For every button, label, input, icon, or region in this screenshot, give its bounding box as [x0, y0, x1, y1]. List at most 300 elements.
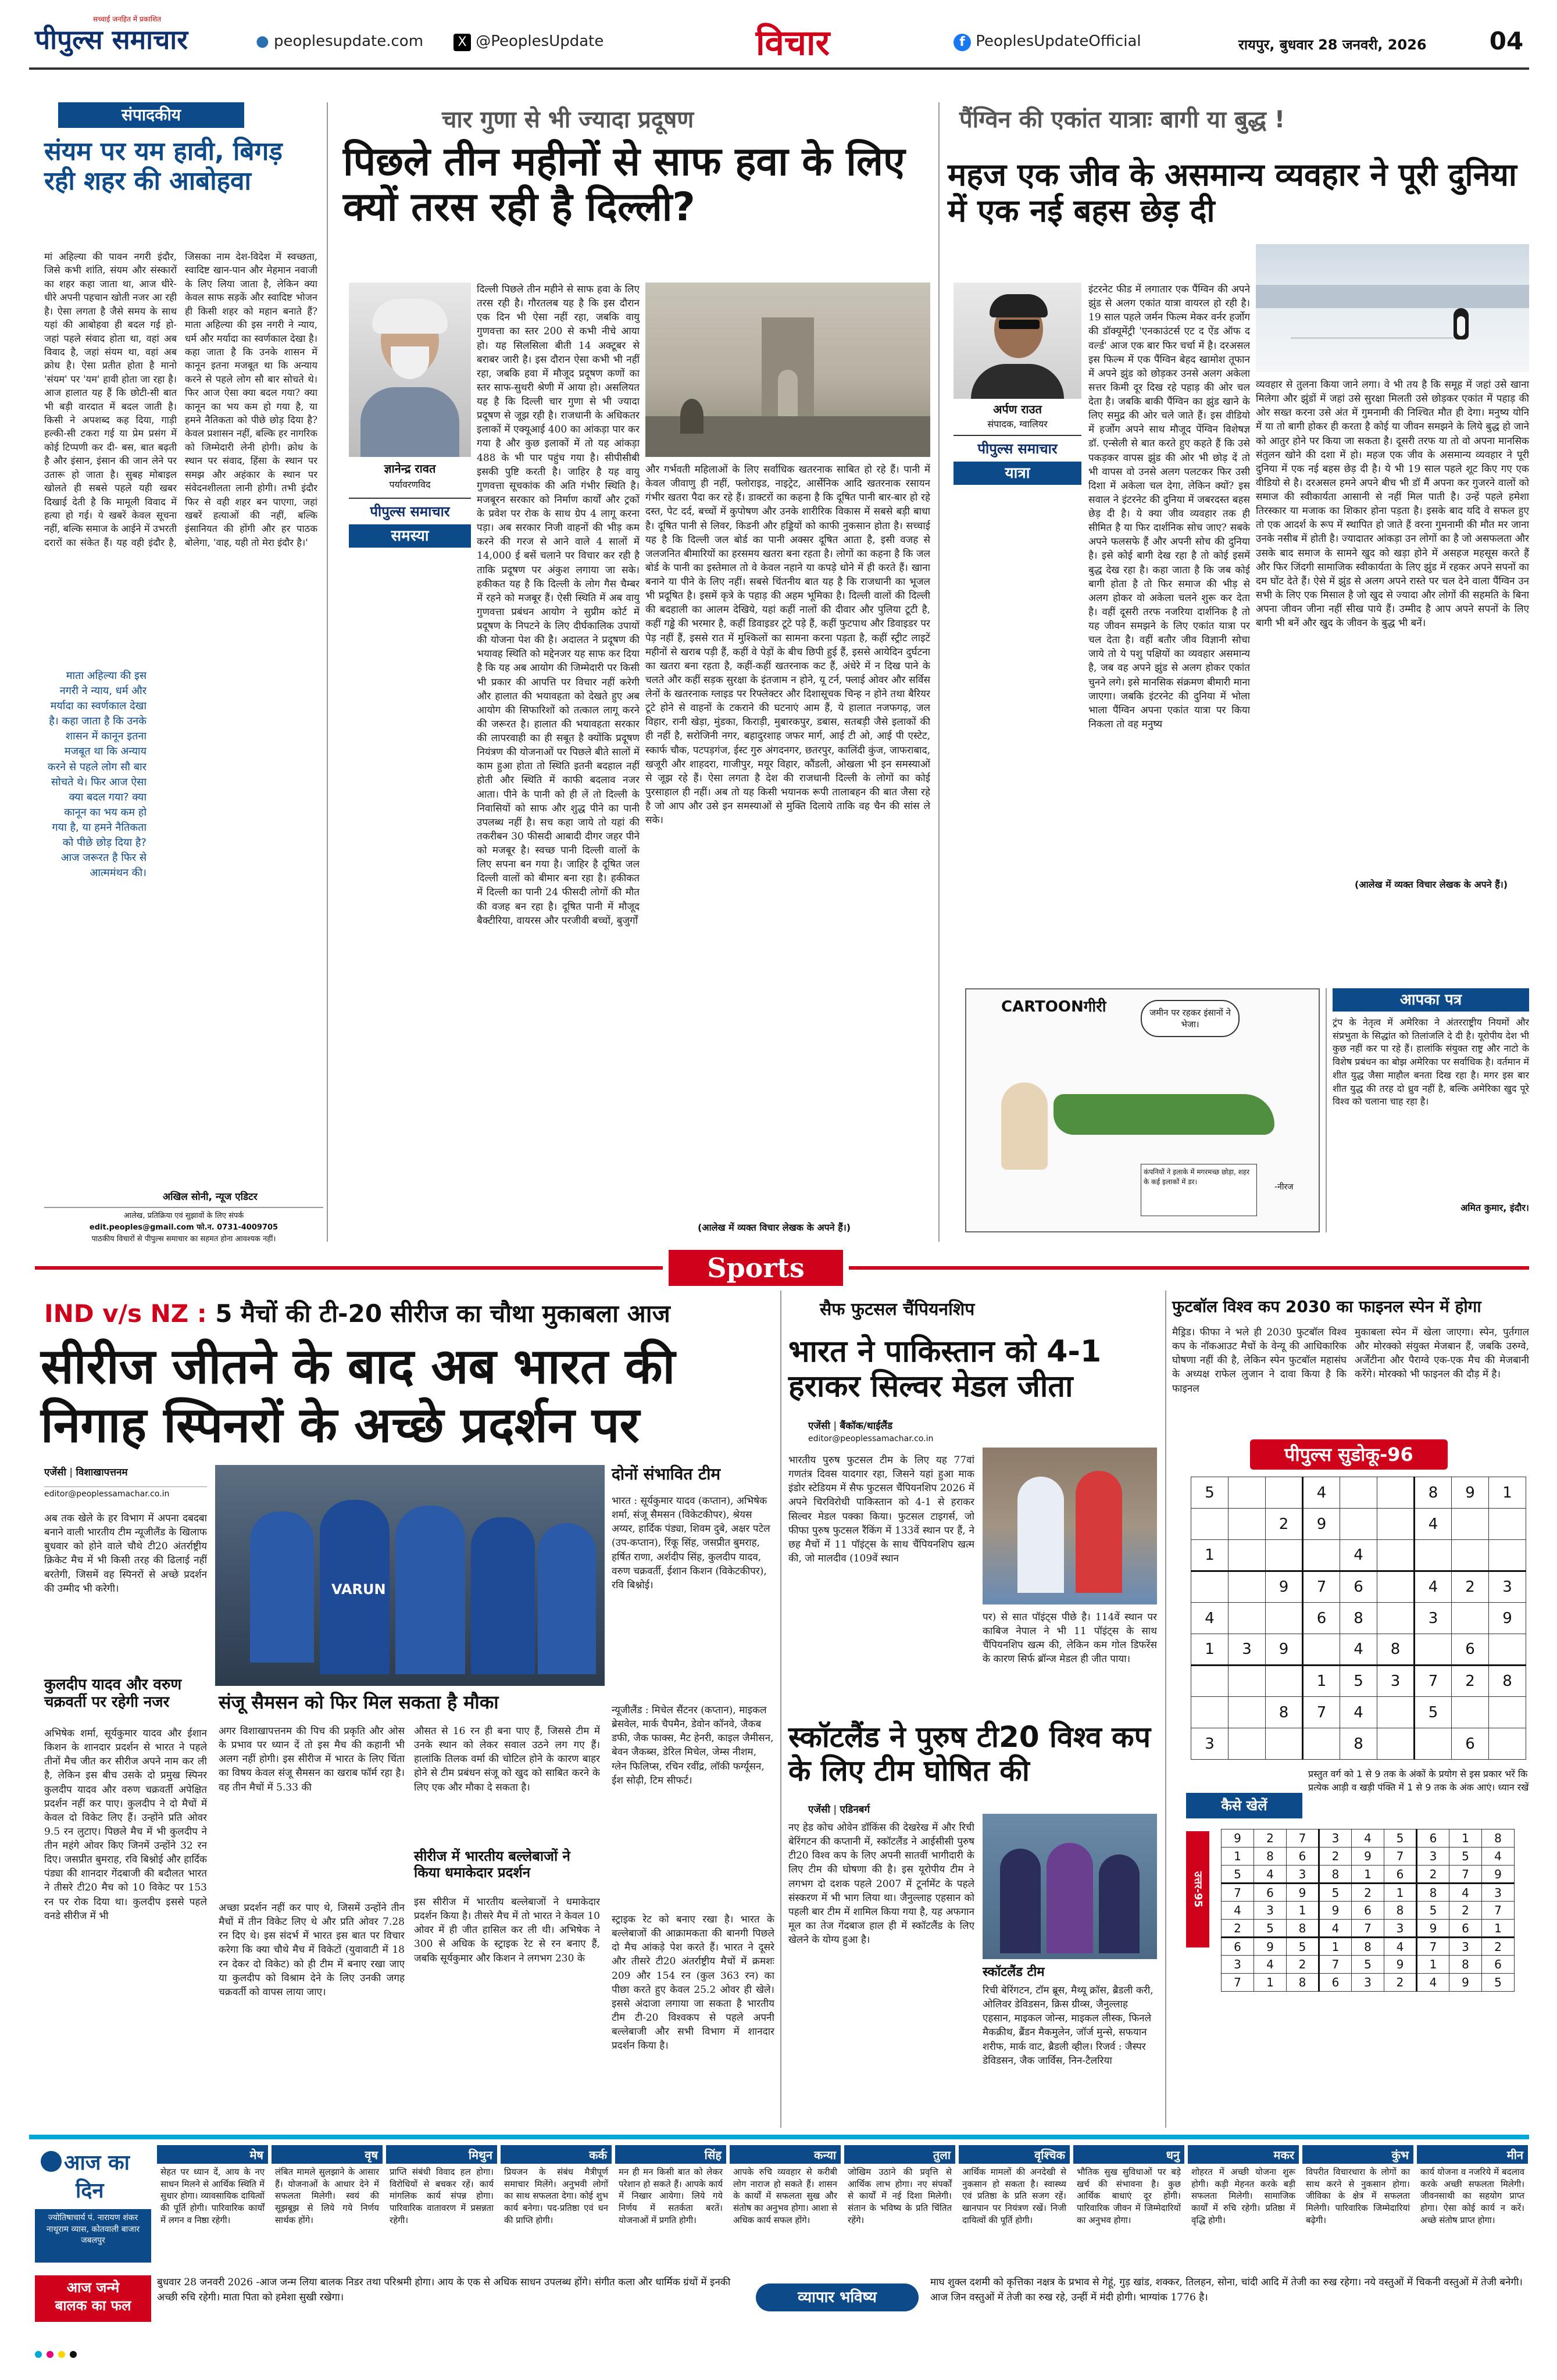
- answer-cell: 9: [1254, 1938, 1287, 1956]
- answer-cell: 6: [1222, 1938, 1254, 1956]
- scotland-team-list: रिची बेरिंगटन, टॉम ब्रूस, मैथ्यू क्रॉस, ब्रैडली करी, ओलिवर डेविडसन, क्रिस ग्रीव्स, जैनुल्लाह एहसान, माइकल जोन्स, माइकल लीस्क, फिनले मैकक्रीथ, ब्रैंडन मैकमुलेन, जॉर्ज मुन्से, सफयान शरीफ, मार्क वाट, ब्रैडली व्हील। रिजर्व : जैस्पर डेविडसन, जैक जार्विस, निन-टैलरिया: [983, 1985, 1154, 2067]
- sudoku-cell[interactable]: 9: [1303, 1509, 1340, 1540]
- answer-cell: 4: [1319, 1920, 1352, 1938]
- horoscope-sign-text: लंबित मामले सुलझाने के आसार हैं। योजनाओं के आधार देने में सफलता मिलेगी। स्वयं की सूझबूझ से लिये गये निर्णय सार्थक होंगे।: [275, 2167, 379, 2225]
- answer-cell: 8: [1449, 1956, 1482, 1974]
- sudoku-cell[interactable]: [1415, 1540, 1452, 1571]
- horoscope-sign: [1417, 2145, 1528, 2267]
- teams-head: दोनों संभावित टीम: [612, 1464, 721, 1484]
- sudoku-cell[interactable]: [1191, 1666, 1229, 1697]
- answer-cell: 5: [1254, 1920, 1287, 1938]
- editorial-pullquote: माता अहिल्या की इस नगरी ने न्याय, धर्म और मर्यादा का स्वर्णकाल देखा है। कहा जाता है कि उनके शासन में कानून इतना मजबूत था कि अन्याय करने से पहले लोग सौ बार सोचते थे। फिर आज ऐसा क्या बदल गया? क्या कानून का भय कम हो गया है, या हमने नैतिकता को पीछे छोड़ दिया है? आज जरूरत है फिर से आत्ममंथन की।: [47, 670, 147, 880]
- logo-text: पीपुल्स समाचार: [35, 24, 188, 55]
- penguin-headline: महज एक जीव के असमान्य व्यवहार ने पूरी दुनिया में एक नई बहस छेड़ दी: [948, 156, 1517, 230]
- sudoku-grid[interactable]: [1191, 1477, 1526, 1760]
- horoscope-sign-name: सिंह: [615, 2145, 726, 2164]
- sudoku-cell[interactable]: [1266, 1603, 1303, 1634]
- masthead: [0, 0, 1557, 69]
- horoscope-sign: [959, 2145, 1070, 2267]
- answer-cell: 2: [1319, 1847, 1352, 1866]
- cartoon-signature: -नीरज: [1274, 1182, 1294, 1192]
- answer-cell: 4: [1384, 1938, 1417, 1956]
- letters-box: [1326, 988, 1529, 1232]
- x-icon: X: [453, 34, 471, 51]
- cartoon-bubble: जमीन पर रहकर इंसानों ने भेजा।: [1141, 1000, 1240, 1037]
- business-text: माघ शुक्ल दशमी को कृत्तिका नक्षत्र के प्रभाव से गेहूं, गुड़ खांड, शक्कर, तिलहन, सोना, चांदी आदि में तेजी का रुख रहेगा। नये वस्तुओं में चिकनी वस्तुओं में तेजी बनेगी। आज जिन वस्तुओं में तेजी का रुख रहे, उन्हीं में मंदी होगी। भाग्यांक 1776 है।: [930, 2277, 1523, 2303]
- sudoku-cell[interactable]: [1229, 1477, 1266, 1509]
- strike-rate-text: स्ट्राइक रेट को बनाए रखा है। भारत के बल्लेबाजों की आक्रामकता की बानगी पिछले दो मैच आंकड़े पेश करते हैं। भारत ने दूसरे और तीसरे टी20 अंतर्राष्ट्रीय मैचों में क्रमशः 209 और 154 रन (कुल 363 रन) का पीछा करते हुए केवल 25.2 ओवर ही खेले। इससे अंदाजा लगाया जा सकता है भारतीय टीम टी-20 विश्वकप से पहले अपनी बल्लेबाजी और सभी विभाग में शानदार प्रदर्शन किया है।: [612, 1914, 774, 2052]
- twitter-link[interactable]: X @PeoplesUpdate: [453, 33, 603, 51]
- sudoku-row: [1191, 1697, 1526, 1728]
- horoscope-sign: [501, 2145, 612, 2267]
- horoscope-sign-name: कुंभ: [1302, 2145, 1413, 2164]
- india-gate-smog-photo: [645, 283, 930, 457]
- penguin-photo: [1256, 244, 1529, 372]
- futsal-body2: पर) से सात पॉइंट्स पीछे है। 114वें स्थान पर काबिज नेपाल ने भी 11 पॉइंट्स के साथ चैंपियनशिप खत्म की, लेकिन कम गोल डिफरेंस के कारण सिर्फ ब्रॉन्ज मेडल ही जीत पाया।: [983, 1611, 1157, 1666]
- answer-cell: 2: [1482, 1938, 1515, 1956]
- horoscope-sign: [844, 2145, 955, 2267]
- answer-cell: 7: [1287, 1829, 1319, 1847]
- team-india-huddle-photo: VARUN: [215, 1465, 605, 1686]
- sports-column-rule-2: [1165, 1291, 1166, 2128]
- answer-cell: 9: [1287, 1884, 1319, 1902]
- editorial-footnote: आलेख, प्रतिक्रिया एवं सुझावों के लिए संपर्क edit.peoples@gmail.com फो.न. 0731-4009705 पाठकीय विचारों से पीपुल्स समाचार का सहमत होना आवश्यक नहीं।: [44, 1207, 323, 1245]
- horoscope-sign-text: शोहरत में अच्छी योजना शुरू होगी। कड़ी मेहनत करके बड़ी सफलता मिलेगी। सामाजिक कार्यों में रुचि रहेगी। प्रतिष्ठा में वृद्धि होगी।: [1191, 2167, 1295, 2225]
- answer-cell: 4: [1482, 1847, 1515, 1866]
- website-link[interactable]: ● peoplesupdate.com: [256, 33, 424, 50]
- answer-cell: 3: [1384, 1920, 1417, 1938]
- horoscope-sign-name: मकर: [1188, 2145, 1299, 2164]
- sudoku-cell[interactable]: 6: [1452, 1634, 1489, 1666]
- sudoku-cell[interactable]: [1452, 1603, 1489, 1634]
- letters-title: आपका पत्र: [1333, 988, 1529, 1012]
- batting-head: सीरीज में भारतीय बल्लेबाजों ने किया धमाकेदार प्रदर्शन: [414, 1848, 570, 1881]
- answer-cell: 8: [1417, 1884, 1449, 1902]
- delhi-kicker: चार गुणा से भी ज्यादा प्रदूषण: [442, 106, 694, 133]
- sudoku-cell[interactable]: [1452, 1509, 1489, 1540]
- answer-cell: 8: [1287, 1920, 1319, 1938]
- answer-cell: 7: [1222, 1884, 1254, 1902]
- futsal-dateline: एजेंसी | बैंकॉक/थाईलैंड editor@peoplessamachar.co.in: [808, 1420, 934, 1443]
- answer-cell: 3: [1222, 1956, 1254, 1974]
- answer-cell: 8: [1319, 1866, 1352, 1884]
- cartoon-title: CARTOONगीरी: [1001, 998, 1106, 1016]
- sudoku-row: [1191, 1571, 1526, 1603]
- answer-cell: 6: [1384, 1866, 1417, 1884]
- answer-cell: 1: [1384, 1884, 1417, 1902]
- sudoku-cell[interactable]: [1489, 1540, 1526, 1571]
- answer-cell: 7: [1417, 1938, 1449, 1956]
- sudoku-cell[interactable]: 5: [1191, 1477, 1229, 1509]
- sudoku-cell[interactable]: [1377, 1603, 1415, 1634]
- futsal-headline: भारत ने पाकिस्तान को 4-1 हराकर सिल्वर मेडल जीता: [788, 1334, 1102, 1404]
- cricket-kicker: IND v/s NZ : 5 मैचों की टी-20 सीरीज का चौथा मुकाबला आज: [44, 1299, 670, 1328]
- answer-cell: 6: [1482, 1956, 1515, 1974]
- cricket-sub1-body: अभिषेक शर्मा, सूर्यकुमार यादव और ईशान किशन के शानदार प्रदर्शन से भारत ने पहले तीनों मैच जीत कर सीरीज अपने नाम कर ली है, लेकिन इस बीच उसके दो प्रमुख स्पिनर कुलदीप यादव और वरुण चक्रवर्ती अपेक्षित प्रदर्शन नहीं कर पाए। कुलदीप ने दो मैचों में केवल दो विकेट लिए हैं। उन्होंने प्रति ओवर 9.5 रन लुटाए। पिछले मैच में भी कुलदीप ने तीन महंगे ओवर किए जिनमें उन्होंने 32 रन दिए। जसप्रीत बुमराह, रवि बिश्नोई और हार्दिक पंड्या की शानदार गेंदबाजी की बदौलत भारत ने तीसरे टी20 मैच को 10 विकेट पर 153 रन पर रोक दिया था। कुलदीप इससे पहले वनडे सीरीज में भी: [44, 1728, 207, 1922]
- sudoku-cell[interactable]: [1191, 1697, 1229, 1728]
- sudoku-row: [1191, 1477, 1526, 1509]
- scotland-team-head: स्कॉटलैंड टीम: [983, 1965, 1045, 1979]
- sudoku-cell[interactable]: 2: [1452, 1666, 1489, 1697]
- penguin-note: (आलेख में व्यक्त विचार लेखक के अपने हैं।): [1355, 879, 1508, 890]
- horoscope-sign-name: तुला: [844, 2145, 955, 2164]
- horoscope-sign: [157, 2145, 268, 2267]
- sudoku-cell[interactable]: 9: [1266, 1634, 1303, 1666]
- sudoku-cell[interactable]: [1229, 1697, 1266, 1728]
- cricket-sub1-col2: अच्छा प्रदर्शन नहीं कर पाए थे, जिसमें उन्होंने तीन मैचों में तीन विकेट लिए थे और प्रति ओवर 7.28 रन दिए थे। इस संदर्भ में भारत इस बात पर विचार करेगा कि क्या चौथे मैच में विकेटों (युवावाटी में 18 रन देकर दो विकेट) को ही टीम में बनाए रखा जाए या कुलदीप को विश्राम देने के लिए उनकी जगह चक्रवर्ती को वापस लाया जाए।: [219, 1902, 405, 1998]
- sudoku-row: [1191, 1666, 1526, 1697]
- sudoku-cell[interactable]: 8: [1489, 1666, 1526, 1697]
- horoscope-sign: [386, 2145, 497, 2267]
- sudoku-cell[interactable]: 1: [1191, 1634, 1229, 1666]
- sudoku-row: [1191, 1634, 1526, 1666]
- horoscope-sign-text: जोखिम उठाने की प्रवृत्ति से आर्थिक लाभ होगा। नए संपर्कों से कार्यों में नई दिशा मिलेगी। संतान के भविष्य के प्रति चिंतित रहेंगे।: [848, 2167, 952, 2225]
- sudoku-cell[interactable]: 8: [1415, 1477, 1452, 1509]
- sudoku-cell[interactable]: 4: [1415, 1509, 1452, 1540]
- scotland-headline: स्कॉटलैंड ने पुरुष टी20 विश्व कप के लिए टीम घोषित की: [788, 1720, 1151, 1788]
- horoscope-sign-text: मन ही मन किसी बात को लेकर परेशान हो सकते हैं। आपके कार्य में निखार आयेगा। लिये गये निर्णय में सतर्कता बरतें। योजनाओं में प्रगति होगी।: [619, 2167, 723, 2225]
- sudoku-cell[interactable]: 3: [1191, 1728, 1229, 1760]
- answer-cell: 9: [1222, 1829, 1254, 1847]
- delhi-brand-logo: पीपुल्स समाचार: [349, 498, 471, 523]
- letters-body: ट्रंप के नेतृत्व में अमेरिका ने अंतरराष्ट्रीय नियमों और संप्रभुता के सिद्धांत को तिलांजलि दे दी है। यूरोपीय देश भी कुछ नहीं कर पा रहे हैं। हालांकि संयुक्त राष्ट्र और नाटो के विशेष प्रबंधन का बोझ अमेरिका पर सर्वाधिक है। वर्तमान में शीत युद्ध जैसा माहौल बनता दिख रहा है। मगर इस बार शीत युद्ध की तरह दो ध्रुव नहीं है, बल्कि अमेरिका खुद पूरे विश्व को चलाना चाह रहा है।: [1333, 1017, 1529, 1107]
- page-number: 04: [1489, 27, 1524, 55]
- answer-row: [1222, 1847, 1515, 1866]
- cartoon-panel: [965, 988, 1320, 1232]
- sudoku-cell[interactable]: 3: [1415, 1603, 1452, 1634]
- sudoku-cell[interactable]: 7: [1303, 1571, 1340, 1603]
- answer-cell: 9: [1417, 1920, 1449, 1938]
- delhi-tag: समस्या: [349, 524, 471, 548]
- answer-row: [1222, 1956, 1515, 1974]
- sudoku-cell[interactable]: [1266, 1477, 1303, 1509]
- futsal-body: भारतीय पुरुष फुटसल टीम के लिए यह 77वां गणतंत्र दिवस यादगार रहा, जिसने यहां हुआ माक इंडोर स्टेडियम में सैफ फुटसल चैंपियनशिप 2026 में अपने चिरविरोधी पाकिस्तान को 4-1 से हराकर सिल्वर मेडल पक्का किया। फुटसल टाइगर्स, जो फीफा पुरुष फुटसल रैंकिंग में 133वें स्थान पर हैं, ने छह मैचों में 11 पॉइंट्स के साथ चैंपियनशिप खत्म की, जो मालदीव (109वें स्थान: [788, 1455, 974, 1564]
- sudoku-instructions: प्रस्तुत वर्ग को 1 से 9 तक के अंकों के प्रयोग से इस प्रकार भरें कि प्रत्येक आड़ी व खड़ी पंक्ति में 1 से 9 तक के अंक आएं। ध्यान रखें: [1308, 1768, 1529, 1793]
- delhi-author-role: पर्यावरणविद: [389, 479, 431, 490]
- scotland-body: नए हेड कोच ओवेन डॉकिंस की देखरेख में और रिची बेरिंगटन की कप्तानी में, स्कॉटलैंड ने आईसीसी पुरुष टी20 विश्व कप के लिए अपनी सातवीं भागीदारी के लिए टीम की घोषणा की है। इस यूरोपीय टीम ने लगभग दो दशक पहले 2007 में टूर्नामेंट के पहले संस्करण में भी भाग लिया था। जैनुल्लाह एहसान को पहली बार टीम में शामिल किया गया है, यह अफगान मूल का तेज गेंदबाज हाल ही में स्कॉटलैंड के लिए खेलने के योग्य हुआ है।: [788, 1822, 974, 1946]
- sudoku-cell[interactable]: [1377, 1697, 1415, 1728]
- horoscope-sign-text: विपरीत विचारधारा के लोगों का साथ करने से नुकसान होगा। जीविका के क्षेत्र में सफलता मिलेगी। पारिवारिक जिम्मेदारियां बढ़ेगी।: [1306, 2167, 1410, 2225]
- answer-cell: 5: [1384, 1829, 1417, 1847]
- editorial-body: मां अहिल्या की पावन नगरी इंदौर, जिसे कभी शांति, संयम और संस्कारों का शहर कहा जाता था, आज धीरे-धीरे अपनी पहचान खोती नजर आ रही है। ऐसा लगता है जैसे समय के साथ यहां की आबोहवा ही बदल गई हो- जहां पहले संवाद होता था, वहां अब विवाद है, जहां संयम था, वहां अब क्रोध है। ऐसा प्रतीत होता है मानो 'संयम' पर 'यम' हावी होता जा रहा है। आज हालात यह हैं कि छोटी-सी बात भी बड़ी वारदात में बदल जाती है। किसी ने अपशब्द कह दिया, गाड़ी हल्की-सी टकरा गई या प्रेम प्रसंग में कोई टिप्पणी कर दी- बस, बात बढ़ती है और इंसान, इंसान की जान लेने पर उतारू हो जाता है। सुबह मोबाइल खोलते ही सबसे पहले यही खबर दिखाई देती है कि मामूली विवाद में हत्या हो गई। ये खबरें केवल सूचना नहीं, बल्कि समाज के आईने में उभरती दरारों का संकेत हैं। यह वही इंदौर है, जिसका नाम देश-विदेश में स्वच्छता, स्वादिष्ट खान-पान और मेहमान नवाजी के लिए लिया जाता है, लेकिन क्या केवल साफ सड़कें और स्वादिष्ट भोजन ही किसी शहर को महान बनाते हैं? माता अहिल्या की इस नगरी ने न्याय, धर्म और मर्यादा का स्वर्णकाल देखा है। कहा जाता है कि उनके शासन में कानून इतना मजबूत था कि अन्याय करने से पहले लोग सौ बार सोचते थे। फिर आज ऐसा क्या बदल गया? क्या कानून का भय कम हो गया है, या हमने नैतिकता को पीछे छोड़ दिया है? केवल प्रशासन नहीं, बल्कि हर नागरिक को जिम्मेदारी लेनी होगी। क्रोध के स्थान पर संवाद, हिंसा के स्थान पर समझ और अहंकार के स्थान पर संवेदनशीलता लानी होगी। तभी इंदौर फिर से वही शहर बन पाएगा, जहां खबरें हत्याओं की नहीं, बल्कि इंसानियत की होंगी और हर पाठक बोलेगा, 'वाह, यही तो मेरा इंदौर है।': [44, 251, 317, 548]
- answer-cell: 4: [1222, 1902, 1254, 1920]
- sudoku-cell[interactable]: 2: [1452, 1571, 1489, 1603]
- answer-cell: 7: [1482, 1902, 1515, 1920]
- answer-cell: 3: [1482, 1884, 1515, 1902]
- sanju-col2: औसत से 16 रन ही बना पाए हैं, जिससे टीम में उनके स्थान को लेकर सवाल उठने लग गए हैं। हालांकि तिलक वर्मा की चोटिल होने के कारण बाहर होने से टीम प्रबंधन संजू को खुद को साबित करने के लिए एक और मौका दे सकता है।: [414, 1725, 600, 1793]
- sudoku-cell[interactable]: 5: [1415, 1697, 1452, 1728]
- answer-cell: 7: [1449, 1866, 1482, 1884]
- penguin-tag: यात्रा: [954, 462, 1081, 485]
- sudoku-cell[interactable]: [1489, 1697, 1526, 1728]
- sudoku-row: [1191, 1509, 1526, 1540]
- logo: [35, 22, 244, 57]
- answer-cell: 1: [1254, 1974, 1287, 1992]
- answer-cell: 2: [1222, 1920, 1254, 1938]
- horoscope-title-2: दिन: [76, 2179, 104, 2203]
- penguin-author-role: संपादक, ग्वालियर: [987, 419, 1048, 430]
- answer-cell: 4: [1449, 1884, 1482, 1902]
- answer-cell: 7: [1384, 1847, 1417, 1866]
- answer-cell: 7: [1222, 1974, 1254, 1992]
- answer-cell: 1: [1352, 1866, 1384, 1884]
- delhi-note: (आलेख में व्यक्त विचार लेखक के अपने हैं।): [698, 1222, 851, 1233]
- answer-cell: 3: [1254, 1902, 1287, 1920]
- cartoon-crocodile: [1054, 1094, 1274, 1135]
- sudoku-cell[interactable]: 7: [1415, 1666, 1452, 1697]
- answer-cell: 6: [1352, 1902, 1384, 1920]
- fifa-col1: मैड्रिड। फीफा ने भले ही 2030 फुटबॉल विश्व कप के नॉकआउट मैचों के वेन्यू की आधिकारिक घोषणा नहीं की है, लेकिन स्पेन फुटबॉल महासंघ के अध्यक्ष राफेल लुजान ने दावा किया है कि फाइनल: [1172, 1327, 1347, 1395]
- cartoon-figure: [1001, 1082, 1048, 1170]
- sudoku-cell[interactable]: 4: [1340, 1634, 1377, 1666]
- answer-cell: 8: [1254, 1847, 1287, 1866]
- masthead-rule: [29, 67, 1529, 70]
- answer-cell: 6: [1417, 1829, 1449, 1847]
- answer-cell: 9: [1449, 1974, 1482, 1992]
- sudoku-cell[interactable]: [1340, 1477, 1377, 1509]
- sudoku-cell[interactable]: [1229, 1540, 1266, 1571]
- sudoku-row: [1191, 1603, 1526, 1634]
- sudoku-cell[interactable]: [1266, 1666, 1303, 1697]
- penguin-kicker: पैंग्विन की एकांत यात्राः बागी या बुद्ध !: [959, 106, 1285, 133]
- horoscope-sign-name: वृष: [272, 2145, 383, 2164]
- sudoku-cell[interactable]: 9: [1266, 1571, 1303, 1603]
- fifa-headline: फुटबॉल विश्व कप 2030 का फाइनल स्पेन में होगा: [1172, 1297, 1481, 1316]
- answer-cell: 3: [1319, 1829, 1352, 1847]
- answer-cell: 3: [1287, 1866, 1319, 1884]
- horoscope-strip-top: [29, 2135, 1529, 2139]
- answer-cell: 9: [1352, 1847, 1384, 1866]
- sudoku-cell[interactable]: 3: [1229, 1634, 1266, 1666]
- sudoku-cell[interactable]: [1191, 1509, 1229, 1540]
- editorial-column-rule: [327, 102, 328, 1242]
- horoscope-sign-text: आपके रुचि व्यवहार से करीबी लोग नाराज हो सकते हैं। शासन के कार्यों में सफलता सुख और संतोष का अनुभव होगा। आशा से अधिक कार्य सफल होंगे।: [733, 2167, 837, 2225]
- futsal-kicker: सैफ फुटसल चैंपियनशिप: [820, 1299, 975, 1320]
- sports-column-rule-1: [780, 1291, 781, 2128]
- sudoku-cell[interactable]: [1266, 1540, 1303, 1571]
- section-title: विचार: [756, 23, 830, 63]
- sudoku-cell[interactable]: 9: [1489, 1603, 1526, 1634]
- letters-signature: अमित कुमार, इंदौर।: [1460, 1202, 1529, 1213]
- editorial-headline: संयम पर यम हावी, बिगड़ रही शहर की आबोहवा: [44, 137, 283, 196]
- sudoku-cell[interactable]: [1229, 1728, 1266, 1760]
- answer-cell: 1: [1319, 1938, 1352, 1956]
- facebook-link[interactable]: f PeoplesUpdateOfficial: [954, 33, 1141, 51]
- sudoku-cell[interactable]: 7: [1303, 1697, 1340, 1728]
- answer-row: [1222, 1974, 1515, 1992]
- answer-cell: 8: [1287, 1974, 1319, 1992]
- business-label: व्यापार भविष्य: [756, 2283, 919, 2311]
- sports-rule-left: [35, 1266, 663, 1270]
- sudoku-cell[interactable]: 8: [1340, 1603, 1377, 1634]
- horoscope-sign: [615, 2145, 726, 2267]
- sudoku-cell[interactable]: 4: [1191, 1603, 1229, 1634]
- sudoku-cell[interactable]: 1: [1191, 1540, 1229, 1571]
- sudoku-cell[interactable]: 8: [1340, 1728, 1377, 1760]
- sudoku-cell[interactable]: 6: [1452, 1728, 1489, 1760]
- sudoku-cell[interactable]: 3: [1377, 1666, 1415, 1697]
- horoscope-sign-name: वृश्चिक: [959, 2145, 1070, 2164]
- horoscope-sign-name: मिथुन: [386, 2145, 497, 2164]
- sudoku-cell[interactable]: [1415, 1728, 1452, 1760]
- sudoku-cell[interactable]: 1: [1489, 1477, 1526, 1509]
- sudoku-cell[interactable]: 4: [1415, 1571, 1452, 1603]
- penguin-author: अर्पण राउत: [993, 402, 1042, 416]
- sudoku-row: [1191, 1728, 1526, 1760]
- answer-cell: 5: [1287, 1938, 1319, 1956]
- sudoku-cell[interactable]: [1452, 1697, 1489, 1728]
- answer-cell: 6: [1287, 1847, 1319, 1866]
- answer-cell: 8: [1384, 1902, 1417, 1920]
- cricket-headline: सीरीज जीतने के बाद अब भारत की निगाह स्पिनरों के अच्छे प्रदर्शन पर: [41, 1338, 676, 1453]
- horoscope-sign-text: भौतिक सुख सुविधाओं पर बड़े खर्च की संभावना है। कुछ आर्थिक बाधाएं दूर होंगी। पारिवारिक जीवन में जिम्मेदारियों का अनुभव होगा।: [1077, 2167, 1181, 2225]
- astrologer-credit: ज्योतिषाचार्य पं. नारायण शंकर नाथूराम व्यास, कोतवाली बाजार जबलपुर: [35, 2209, 151, 2263]
- horoscope-title-1: आज का: [64, 2151, 130, 2175]
- penguin-col1: इंटरनेट फीड में लगातार एक पैंग्विन की अपने झुंड से अलग एकांत यात्रा वायरल हो रही है। 19 साल पहले जर्मन फिल्म मेकर वर्नर हर्जोग की डॉक्यूमेंट्री 'एनकाउंटर्स एट द ऐंड ऑफ द वर्ल्ड' आज एक बार फिर चर्चा में है। दरअसल इस फिल्म में एक पैंग्विन बेहद खामोश तूफान में अपने झुंड को छोड़कर उनसे अलग अकेला सत्तर किमी दूर दिख रहे पहाड़ की ओर चल देता है। जबकि बाकी पैंग्विन का झुंड खाने के लिए समुद्र की ओर चले जाते हैं। इस वीडियो में हर्जोग अपने साथ मौजूद पेंग्विन विशेषज्ञ डॉ. एन्सेली से बात करते हुए कहते हैं कि उसे पकड़कर वापस झुंड की ओर भी छोड़ दें तो भी वापस वो उनसे अलग पलटकर फिर उसी दिशा में अकेला चल देगा, लेकिन क्यों? इस सवाल ने इंटरनेट की दुनिया में जबरदस्त बहस छेड़ दी है। ये क्या जीव व्यवहार तक ही सीमित है या फिर दार्शनिक सोच जाए? सबके अपने फलसफे हैं और अपनी सोच की दुनिया है। इसे कोई बागी देख रहा है तो कोई इसमें बुद्ध देख रहा है। कहा जाता है कि जब कोई बागी होता है तो फिर समाज की भीड़ से अलग होकर वो अकेला चलने शुरू कर देता है। वहीं दूसरी तरफ नजरिया दार्शनिक है तो यह जीवन समझने के लिए एकांत यात्रा पर चल देता है। वहीं बतौर जीव विज्ञानी सोचा जाये तो ये पशु पक्षियों का व्यवहार असमान्य है, जब वह अपने झुंड से अलग होकर एकांत चुनने लगे। इसे मानसिक संक्रमण बीमारी माना जाएगा। जबकि इंटरनेट की दुनिया में भोला भाला पैंग्विन अपना एकांत यात्रा पर किया निकला तो वह मनुष्य: [1088, 284, 1250, 730]
- answer-cell: 8: [1482, 1829, 1515, 1847]
- horoscope-sign-text: प्राप्ति संबंधी विवाद हल होगा। विरोधियों से बचकर रहें। कार्य मांगलिक कार्य संपन्न होगा। पारिवारिक वातावरण में प्रसन्नता रहेगी।: [390, 2167, 494, 2225]
- answer-cell: 2: [1449, 1902, 1482, 1920]
- horoscope-sign: [730, 2145, 841, 2267]
- child-text: बुधवार 28 जनवरी 2026 -आज जन्म लिया बालक निडर तथा परिश्रमी होगा। आय के एक से अधिक साधन उपलब्ध होंगे। संगीत कला और धार्मिक ग्रंथों में इनकी अच्छी रुचि रहेगी। माता पिता को हमेशा सुखी रखेगा।: [157, 2277, 731, 2303]
- futsal-match-photo: [983, 1448, 1157, 1604]
- delhi-column-rule: [938, 102, 940, 1242]
- answer-row: [1222, 1884, 1515, 1902]
- sudoku-cell[interactable]: 5: [1340, 1666, 1377, 1697]
- answer-row: [1222, 1902, 1515, 1920]
- sudoku-cell[interactable]: 2: [1266, 1509, 1303, 1540]
- cartoon-caption: कंपनियों ने इलाके में मगरमच्छ छोड़ा, शहर के कई इलाकों में डर।: [1141, 1164, 1257, 1216]
- sudoku-cell[interactable]: 9: [1452, 1477, 1489, 1509]
- horoscope-sign: [1302, 2145, 1413, 2267]
- answer-cell: 5: [1449, 1847, 1482, 1866]
- answer-cell: 7: [1352, 1920, 1384, 1938]
- sudoku-cell[interactable]: [1489, 1634, 1526, 1666]
- editorial-tag: संपादकीय: [58, 102, 244, 128]
- sanju-col1: अगर विशाखापत्तनम की पिच की प्रकृति और ओस के प्रभाव पर ध्यान दें तो इस मैच की कहानी भी अलग नहीं होगी। इस सीरीज में भारत के लिए चिंता का विषय केवल संजू सैमसन का खराब फॉर्म रहा है। वह तीन मैचों में 5.33 की: [219, 1725, 405, 1793]
- sudoku-cell[interactable]: 6: [1303, 1603, 1340, 1634]
- answer-cell: 1: [1222, 1847, 1254, 1866]
- sudoku-title: पीपुल्स सुडोकू-96: [1250, 1439, 1448, 1470]
- sudoku-cell[interactable]: [1489, 1728, 1526, 1760]
- answer-row: [1222, 1829, 1515, 1847]
- editorial-signature: अखिल सोनी, न्यूज एडिटर: [163, 1191, 258, 1203]
- answer-cell: 8: [1352, 1938, 1384, 1956]
- sudoku-cell[interactable]: 6: [1340, 1571, 1377, 1603]
- horoscope-sign-text: प्रियजन के संबंध मैत्रीपूर्ण समाचार मिलेंगे। अनुभवी लोगों का साथ सफलता देगा। कोई शुभ कार्य बनेगा। पद-प्रतिष्ठा एवं धन की प्राप्ति होगी।: [504, 2167, 608, 2225]
- sudoku-cell[interactable]: [1191, 1571, 1229, 1603]
- sudoku-cell[interactable]: [1377, 1728, 1415, 1760]
- horoscope-sign-name: धनु: [1073, 2145, 1184, 2164]
- horoscope-sign: [272, 2145, 383, 2267]
- sudoku-cell[interactable]: 1: [1303, 1666, 1340, 1697]
- sudoku-cell[interactable]: [1415, 1634, 1452, 1666]
- horoscope-sign-name: मेष: [157, 2145, 268, 2164]
- sudoku-cell[interactable]: 3: [1489, 1571, 1526, 1603]
- answer-cell: 3: [1352, 1974, 1384, 1992]
- answer-cell: 5: [1352, 1956, 1384, 1974]
- answer-cell: 9: [1319, 1902, 1352, 1920]
- answer-cell: 4: [1352, 1829, 1384, 1847]
- sudoku-cell[interactable]: [1266, 1728, 1303, 1760]
- answer-cell: 2: [1254, 1829, 1287, 1847]
- answer-row: [1222, 1920, 1515, 1938]
- batting-body: इस सीरीज में भारतीय बल्लेबाजों ने धमाकेदार प्रदर्शन किया है। तीसरे मैच में तो भारत ने केवल 10 ओवर में ही जीत हासिल कर ली थी। अभिषेक ने 300 से अधिक के स्ट्राइक रेट से रन बनाए हैं, जबकि सूर्यकुमार और किशन ने लगभग 230 के: [414, 1896, 600, 1964]
- horoscope-sign-name: कर्क: [501, 2145, 612, 2164]
- sudoku-cell[interactable]: [1229, 1571, 1266, 1603]
- registration-marks: [0, 2349, 1557, 2360]
- answer-cell: 1: [1449, 1829, 1482, 1847]
- sudoku-cell[interactable]: [1303, 1728, 1340, 1760]
- sudoku-cell[interactable]: [1229, 1509, 1266, 1540]
- sudoku-cell[interactable]: [1452, 1540, 1489, 1571]
- answer-cell: 6: [1254, 1884, 1287, 1902]
- horoscope-sign-text: आर्थिक मामलों की अनदेखी से नुकसान हो सकता है। स्वास्थ्य एवं प्रतिष्ठा के प्रति सजग रहें। खानपान पर नियंत्रण रखें। निजी दायित्वों की पूर्ति होगी।: [962, 2167, 1066, 2225]
- delhi-col2: और गर्भवती महिलाओं के लिए सर्वाधिक खतरनाक साबित हो रहे हैं। पानी में केवल जीवाणु ही नहीं, फ्लोराइड, नाइट्रेट, आर्सेनिक आदि खतरनाक रसायन गंभीर खतरा पैदा कर रहे हैं। डाक्टरों का कहना है कि दूषित पानी बार-बार हो रहे दस्त, पेट दर्द, बच्चों में कुपोषण और उनके शारीरिक विकास में सबसे बड़ी बाधा है। दूषित पानी से लिवर, किडनी और हड्डियों को काफी नुकसान होता है। सच्चाई यह है कि दिल्ली जल बोर्ड का पानी अक्सर दूषित आता है, इसी वजह से जलजनित बीमारियों का हरसमय खतरा बना रहता है। लोगों का कहना है कि जल बोर्ड के पानी का इस्तेमाल तो वे केवल नहाने या कपड़े धोने में ही करते हैं। खाना बनाने या पीने के लिए नहीं। सबसे चिंतनीय बात यह है कि राजधानी का भूजल भी प्रदूषित है। इसमें कृत्रे के पहाड़ की अहम भूमिका है। दिल्ली वालों की दिल्ली की बदहाली का आलम देखिये, यहां कहीं नालों की दीवार और पुलिया टूटी है, कहीं गड्ढे की भरमार है, कहीं डिवाइडर टूटे पड़े हैं, कहीं फुटपाथ और डिवाइडर पर पेड़ नहीं हैं, इससे रात में मुश्किलों का सामना करना पड़ता है, कहीं स्ट्रीट लाइटें महीनों से खराब पड़ी हैं, कहीं वे पेड़ों के बीच छिपी हुई हैं, इससे आयेदिन दुर्घटना का खतरा बना रहता है, कहीं-कहीं खतरनाक कट हैं, अंधेरे में न दिख पाने के चलते और कहीं सड़क सुरक्षा के इंतजाम न होने, यू टर्न, फ्लाई ओवर और सर्विस लेनों के खतरनाक ग्लाइड पर रिफ्लेक्टर और दिशासूचक चिन्ह न होने तथा बैरियर टूटे होने से वाहनों के टकराने की घटनाएं आम हैं, ये हालात नजफगढ़, जल विहार, रानी खेड़ा, मुंडका, किराड़ी, मुबारकपुर, डबास, सतबड़ी जैसे इलाकों की ही नहीं है, सरोजिनी नगर, बहादुरशाह जफर मार्ग, आई टी ओ, आई पी एस्टेट, स्कार्फ चौक, पटपड़गंज, ईस्ट गुरु अंगदनगर, छतरपुर, कालिंदी कुंज, जाफराबाद, खजूरी और शाहदरा, गाजीपुर, मयूर विहार, कौंडली, ओखला भी इन समस्याओं से जूझ रहे हैं। ऐसा लगता है देश की राजधानी दिल्ली के लोगों का कोई पुरसाहाल ही नहीं। अब तो यह किसी भयानक रूपी तालाबहन की बात जैसा रहे है जो आप और उसे इन समस्याओं से मुक्ति दिलाये ताकि वह चैन की सांस ले सके।: [645, 464, 930, 827]
- sports-rule-right: [849, 1266, 1529, 1270]
- penguin-col2: व्यवहार से तुलना किया जाने लगा। वे भी तय है कि समूह में जहां उसे खाना मिलेगा और झुंडों में जहां उसे सुरक्षा मिलती उसे छोड़कर एकांत में पहाड़ की ओर सख्त करना उसे अंत में गुमनामी की निश्चित मौत ही देगा। मनुष्य योनि में या तो बागी होकर ही करता है कोई या जीवन समझने के लिये बुद्ध हो जाने को आतुर होने पर किया जा सकता है। दूसरी तरफ या तो वो अपना मानसिक संतुलन खोने की दशा में हो। महज एक जीव के असमान्य व्यवहार ने पूरी दुनिया में एक नई बहस छेड़ दी है। ये भी 19 साल पहले शूट किए गए एक वीडियो से है। दरअसल हमने अपने बीच भी डॉ मैं अपना कर गुजरने वालों को समाज की स्वीकार्यता आसानी से नहीं मिल पाती है। उन्हें पहले हमेशा तिरस्कार या मजाक का शिकार होना पड़ता है। इसके बाद यदि वे सफल हुए तो एक आदर्श के रूप में स्थापित हो जाते हैं वरना गुमनामी की मौत मर जाना उनके नसीब में होती है। ज्यादातर आंकड़ा उन लोगों का है जो असफलता और उसके बाद समाज के सामने खुद को खड़ा होने में असहज महसूस करते हैं और फिर जिंदगी सामाजिक स्वीकार्यता के लिए झुंड में रहकर अपने सपनों का दम घोंट देते हैं। ऐसे में झुंड से अलग अपने रास्ते पर चल देने वाला पैंग्विन उन सभी के लिए एक मिसाल है जो खुद से ज्यादा और लोगों की सहमति के बिना अपना जीवन जीना नहीं सीख पाये हैं। उम्मीद है आप अपने सपनों के लिए बागी भी बनें और खुद के जीवन के बुद्ध भी बनें।: [1256, 379, 1529, 630]
- sudoku-cell[interactable]: [1303, 1540, 1340, 1571]
- sudoku-cell[interactable]: [1229, 1603, 1266, 1634]
- sanju-head: संजू सैमसन को फिर मिल सकता है मौका: [219, 1691, 499, 1713]
- horoscope-zodiac-icon: [41, 2151, 62, 2172]
- logo-tagline: सच्चाई जनहित में प्रकाशित: [93, 15, 162, 23]
- horoscope-sign-text: कार्य योजना व नजरिये में बदलाव करके अच्छी सफलता मिलेगी। जीवनसाथी का सहयोग प्राप्त होगा। ऐसा कोई कार्य न करें। अच्छे संतोष प्राप्त होगा।: [1420, 2167, 1524, 2225]
- sudoku-cell[interactable]: 8: [1266, 1697, 1303, 1728]
- dateline: रायपुर, बुधवार 28 जनवरी, 2026: [1238, 37, 1427, 53]
- answer-row: [1222, 1938, 1515, 1956]
- answer-cell: 6: [1319, 1974, 1352, 1992]
- answer-cell: 2: [1287, 1956, 1319, 1974]
- sudoku-cell[interactable]: 4: [1303, 1477, 1340, 1509]
- facebook-icon: f: [954, 34, 971, 51]
- penguin-brand-logo: पीपुल्स समाचार: [954, 435, 1081, 460]
- sudoku-cell[interactable]: [1340, 1509, 1377, 1540]
- team-nz-list: न्यूजीलैंड : मिचेल सैंटनर (कप्तान), माइकल ब्रेसवेल, मार्क चैपमैन, डेवोन कॉनवे, जैकब डफी, जैक फाक्स, मैट हेनरी, काइल जैमीसन, बेवन जैकब्स, डेरिल मिचेल, जेम्स नीशम, ग्लेन फिलिप्स, रचिन रवींद्र, लॉकी फर्ग्यूसन, ईश सोढ़ी, टिम सीफर्ट।: [612, 1704, 774, 1786]
- sudoku-cell[interactable]: 4: [1340, 1540, 1377, 1571]
- answer-row: [1222, 1866, 1515, 1884]
- horoscope-sign-text: सेहत पर ध्यान दें, आय के नए साधन मिलने से आर्थिक स्थिति में सुधार होगा। व्यावसायिक दायित्वों की पूर्ति होगी। पारिवारिक कार्यों में लगन व निष्ठा रहेगी।: [160, 2167, 265, 2225]
- answer-cell: 1: [1417, 1956, 1449, 1974]
- sudoku-cell[interactable]: 8: [1377, 1634, 1415, 1666]
- cricket-lead: अब तक खेले के हर विभाग में अपना दबदबा बनाने वाली भारतीय टीम न्यूजीलैंड के खिलाफ बुधवार को होने वाले चौथे टी20 अंतर्राष्ट्रीय क्रिकेट मैच में भी किसी तरह की ढिलाई नहीं बरतेगी, जिसमें वह स्पिनरों से अच्छे प्रदर्शन की उम्मीद भी करेगी।: [44, 1513, 207, 1595]
- answer-cell: 6: [1449, 1920, 1482, 1938]
- horoscope-sign-name: मीन: [1417, 2145, 1528, 2164]
- sudoku-cell[interactable]: [1303, 1634, 1340, 1666]
- answer-cell: 5: [1319, 1884, 1352, 1902]
- answer-cell: 5: [1417, 1902, 1449, 1920]
- sudoku-cell[interactable]: [1489, 1509, 1526, 1540]
- sudoku-cell[interactable]: [1377, 1477, 1415, 1509]
- answer-cell: 2: [1384, 1974, 1417, 1992]
- scotland-dateline: एजेंसी | एडिनबर्ग: [808, 1804, 870, 1816]
- answer-cell: 3: [1417, 1847, 1449, 1866]
- answer-cell: 2: [1417, 1866, 1449, 1884]
- sudoku-cell[interactable]: [1229, 1666, 1266, 1697]
- answer-cell: 2: [1352, 1884, 1384, 1902]
- sudoku-cell[interactable]: 4: [1340, 1697, 1377, 1728]
- sudoku-cell[interactable]: [1377, 1571, 1415, 1603]
- how-to-play-label: कैसे खेलें: [1186, 1793, 1302, 1818]
- horoscope-sign: [1073, 2145, 1184, 2267]
- delhi-author: ज्ञानेन्द्र रावत: [384, 462, 436, 476]
- sudoku-answer-grid: [1221, 1829, 1515, 1992]
- sudoku-cell[interactable]: [1377, 1509, 1415, 1540]
- sudoku-cell[interactable]: [1377, 1540, 1415, 1571]
- answer-cell: 1: [1482, 1920, 1515, 1938]
- sudoku-row: [1191, 1540, 1526, 1571]
- answer-cell: 3: [1449, 1938, 1482, 1956]
